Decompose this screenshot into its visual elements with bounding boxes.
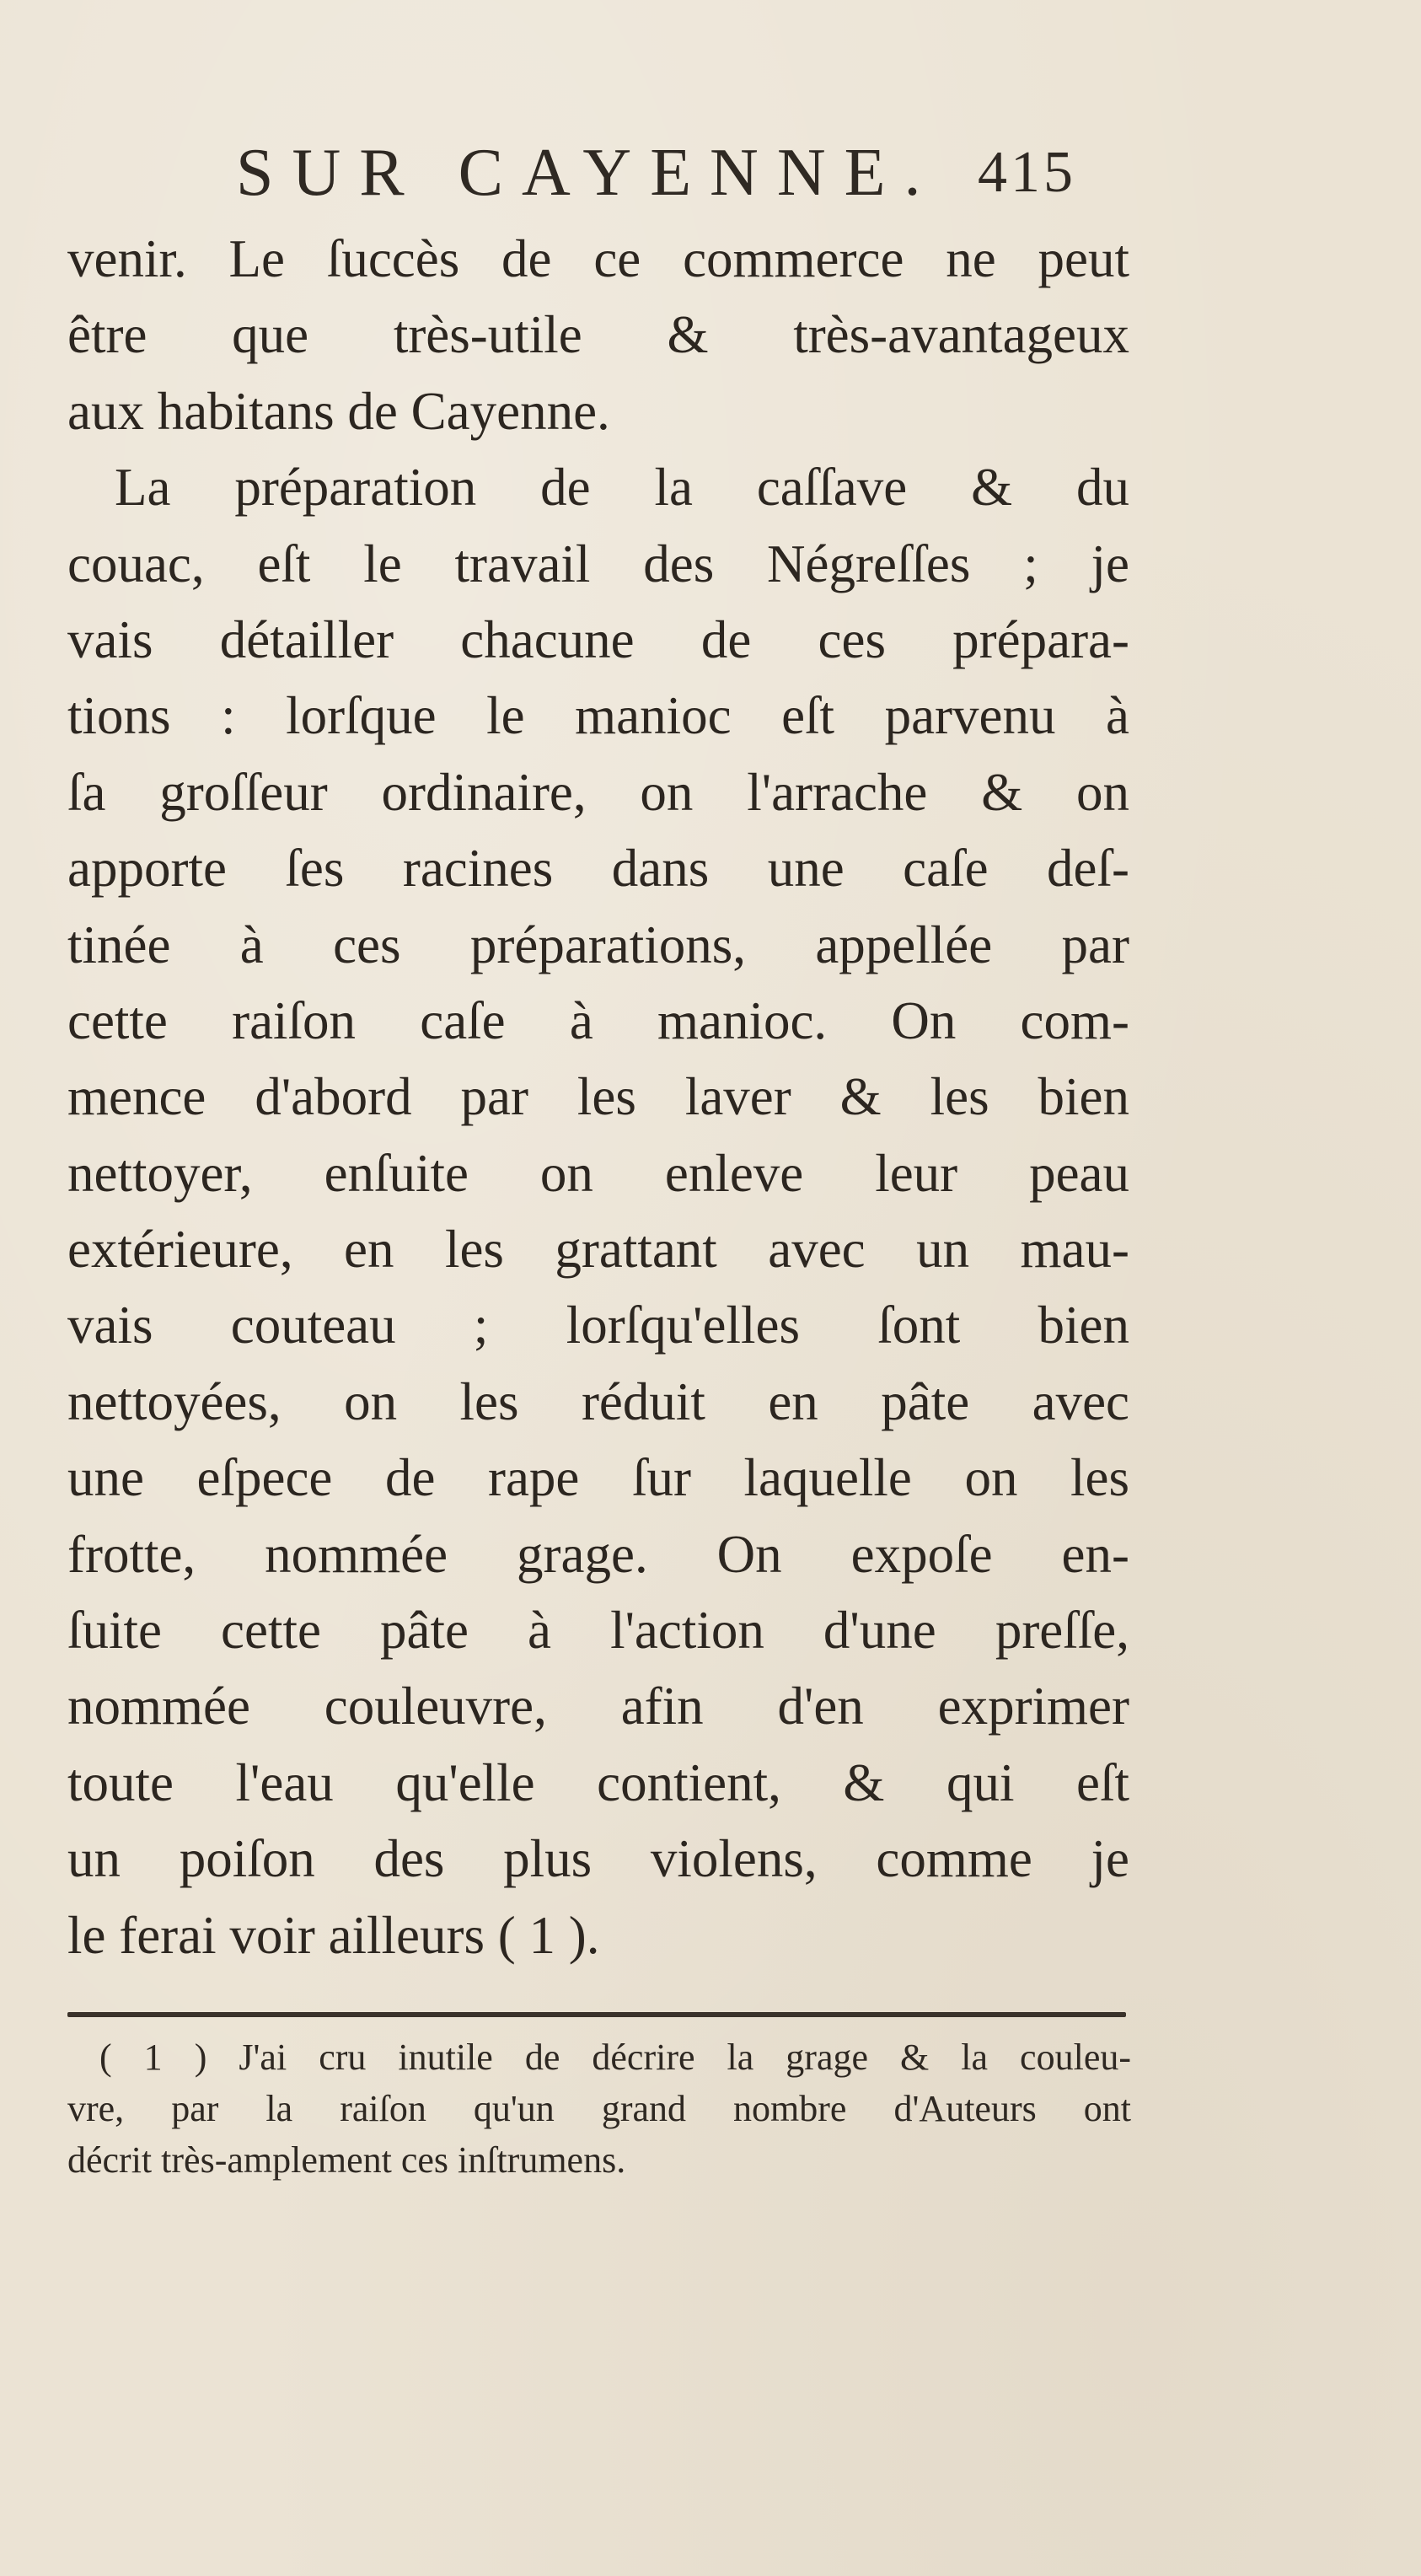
text-line: tions : lorſque le manioc eſt parvenu à [67,686,1129,746]
text-line: La préparation de la caſſave & du [115,458,1129,518]
text-line: toute l'eau qu'elle contient, & qui eſt [67,1752,1129,1812]
footnote-line: vre, par la raiſon qu'un grand nombre d'Auteurs ont [67,2088,1131,2129]
footnote-divider [67,2012,1126,2017]
text-line: être que très-utile & très-avantageux [67,305,1129,365]
text-line: aux habitans de Cayenne. [67,381,610,441]
text-line: extérieure, en les grattant avec un mau- [67,1220,1129,1280]
text-line: nommée couleuvre, afin d'en exprimer [67,1677,1129,1736]
text-line: vais couteau ; lorſqu'elles ſont bien [67,1296,1129,1355]
page-header [236,126,1079,219]
text-line: apporte ſes racines dans une caſe deſ- [67,839,1129,899]
text-line: mence d'abord par les laver & les bien [67,1067,1129,1127]
running-title: SUR CAYENNE. [236,136,940,210]
footnote-line: ( 1 ) J'ai cru inutile de décrire la grage & la couleu- [99,2037,1131,2078]
text-line: nettoyées, on les réduit en pâte avec [67,1371,1129,1431]
page-number: 415 [978,140,1076,205]
text-line: cette raiſon caſe à manioc. On com- [67,990,1129,1050]
text-line: nettoyer, enſuite on enleve leur peau [67,1143,1129,1203]
text-line: ſa groſſeur ordinaire, on l'arrache & on [67,762,1129,822]
footnote-line: décrit très-amplement ces inſtrumens. [67,2139,626,2181]
footnote [67,2031,1131,2186]
text-line: tinée à ces préparations, appellée par [67,915,1129,974]
text-line: couac, eſt le travail des Négreſſes ; je [67,534,1129,593]
text-line: un poiſon des plus violens, comme je [67,1829,1129,1889]
text-line: vais détailler chacune de ces prépara- [67,609,1129,669]
body-text [67,221,1129,1973]
text-line: ſuite cette pâte à l'action d'une preſſe, [67,1601,1129,1661]
text-line: frotte, nommée grage. On expoſe en- [67,1524,1129,1584]
text-line: venir. Le ſuccès de ce commerce ne peut [67,229,1129,288]
text-line: le ferai voir ailleurs ( 1 ). [67,1905,600,1965]
text-line: une eſpece de rape ſur laquelle on les [67,1448,1129,1508]
